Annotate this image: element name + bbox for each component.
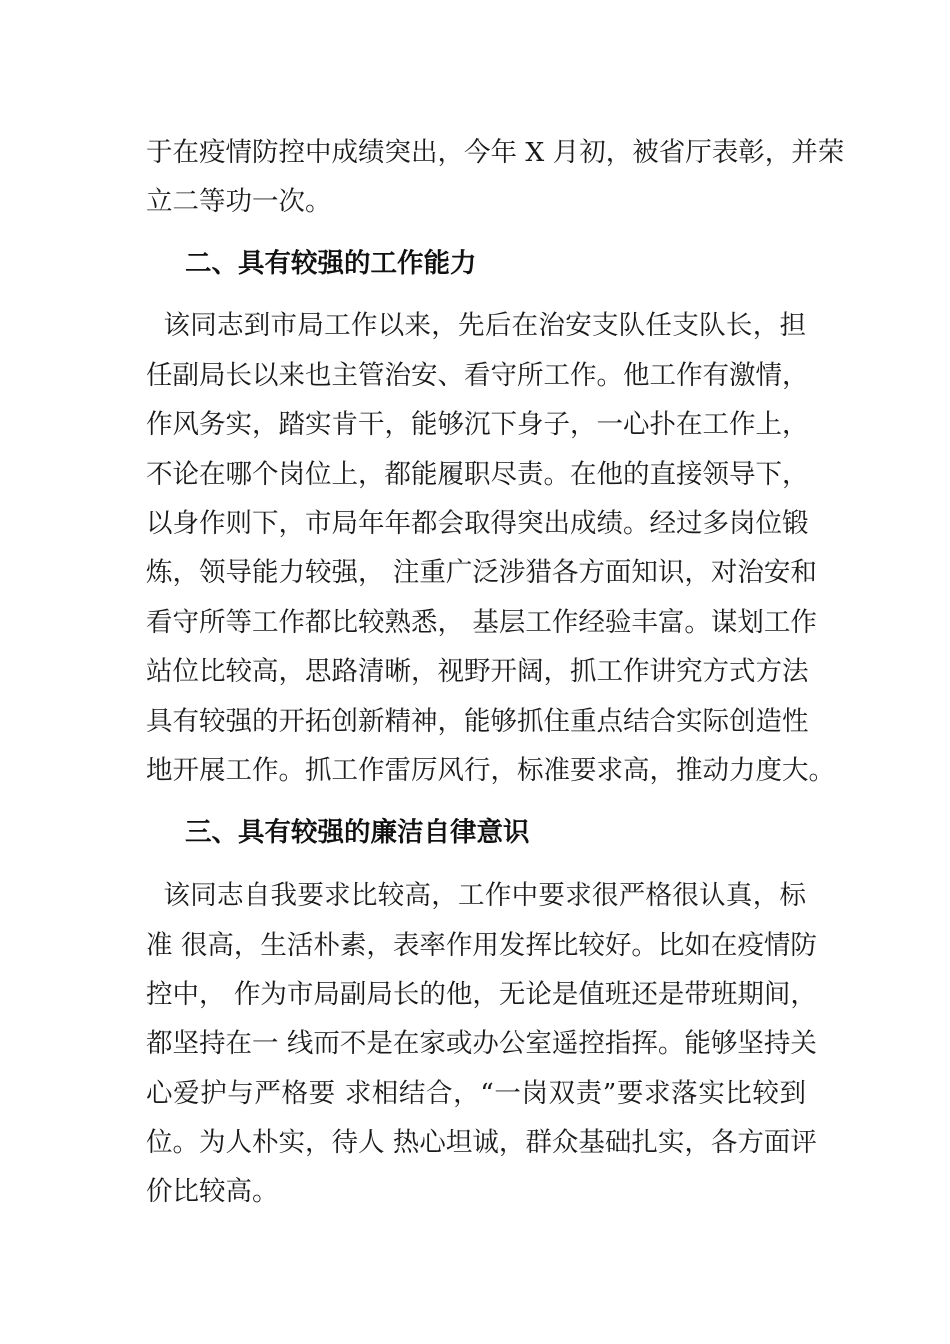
paragraph-line: 该同志到市局工作以来，先后在治安支队任支队长，担 [146, 310, 806, 341]
paragraph-line: 地开展工作。抓工作雷厉风行，标准要求高，推动力度大。 [146, 755, 835, 786]
paragraph-line: 价比较高。 [146, 1176, 279, 1207]
paragraph-line: 炼，领导能力较强， 注重广泛涉猎各方面知识，对治安和 [146, 557, 817, 588]
paragraph-line: 该同志自我要求比较高，工作中要求很严格很认真，标 [146, 880, 806, 911]
paragraph-line: 以身作则下，市局年年都会取得突出成绩。经过多岗位锻 [146, 508, 809, 539]
paragraph-line: 控中， 作为市局副局长的他，无论是值班还是带班期间， [146, 979, 817, 1010]
paragraph-line: 任副局长以来也主管治安、看守所工作。他工作有激情， [146, 360, 809, 391]
paragraph-line: 看守所等工作都比较熟悉， 基层工作经验丰富。谋划工作 [146, 607, 817, 638]
paragraph-line: 立二等功一次。 [146, 186, 332, 217]
paragraph-line: 心爱护与严格要 求相结合，“一岗双责”要求落实比较到 [146, 1078, 806, 1109]
paragraph-line: 准 很高，生活朴素，表率作用发挥比较好。比如在疫情防 [146, 930, 817, 961]
paragraph-line: 都坚持在一 线而不是在家或办公室遥控指挥。能够坚持关 [146, 1028, 817, 1059]
paragraph-line: 位。为人朴实，待人 热心坦诚，群众基础扎实，各方面评 [146, 1127, 817, 1158]
section-heading-2: 二、具有较强的工作能力 [185, 248, 477, 279]
section-heading-3: 三、具有较强的廉洁自律意识 [185, 817, 530, 848]
paragraph-line: 站位比较高，思路清晰，视野开阔，抓工作讲究方式方法 [146, 656, 809, 687]
paragraph-line: 作风务实，踏实肯干，能够沉下身子，一心扑在工作上， [146, 409, 809, 440]
paragraph-line: 不论在哪个岗位上，都能履职尽责。在他的直接领导下， [146, 459, 809, 490]
paragraph-line: 于在疫情防控中成绩突出，今年 X 月初，被省厅表彰，并荣 [146, 137, 845, 168]
paragraph-line: 具有较强的开拓创新精神，能够抓住重点结合实际创造性 [146, 706, 809, 737]
